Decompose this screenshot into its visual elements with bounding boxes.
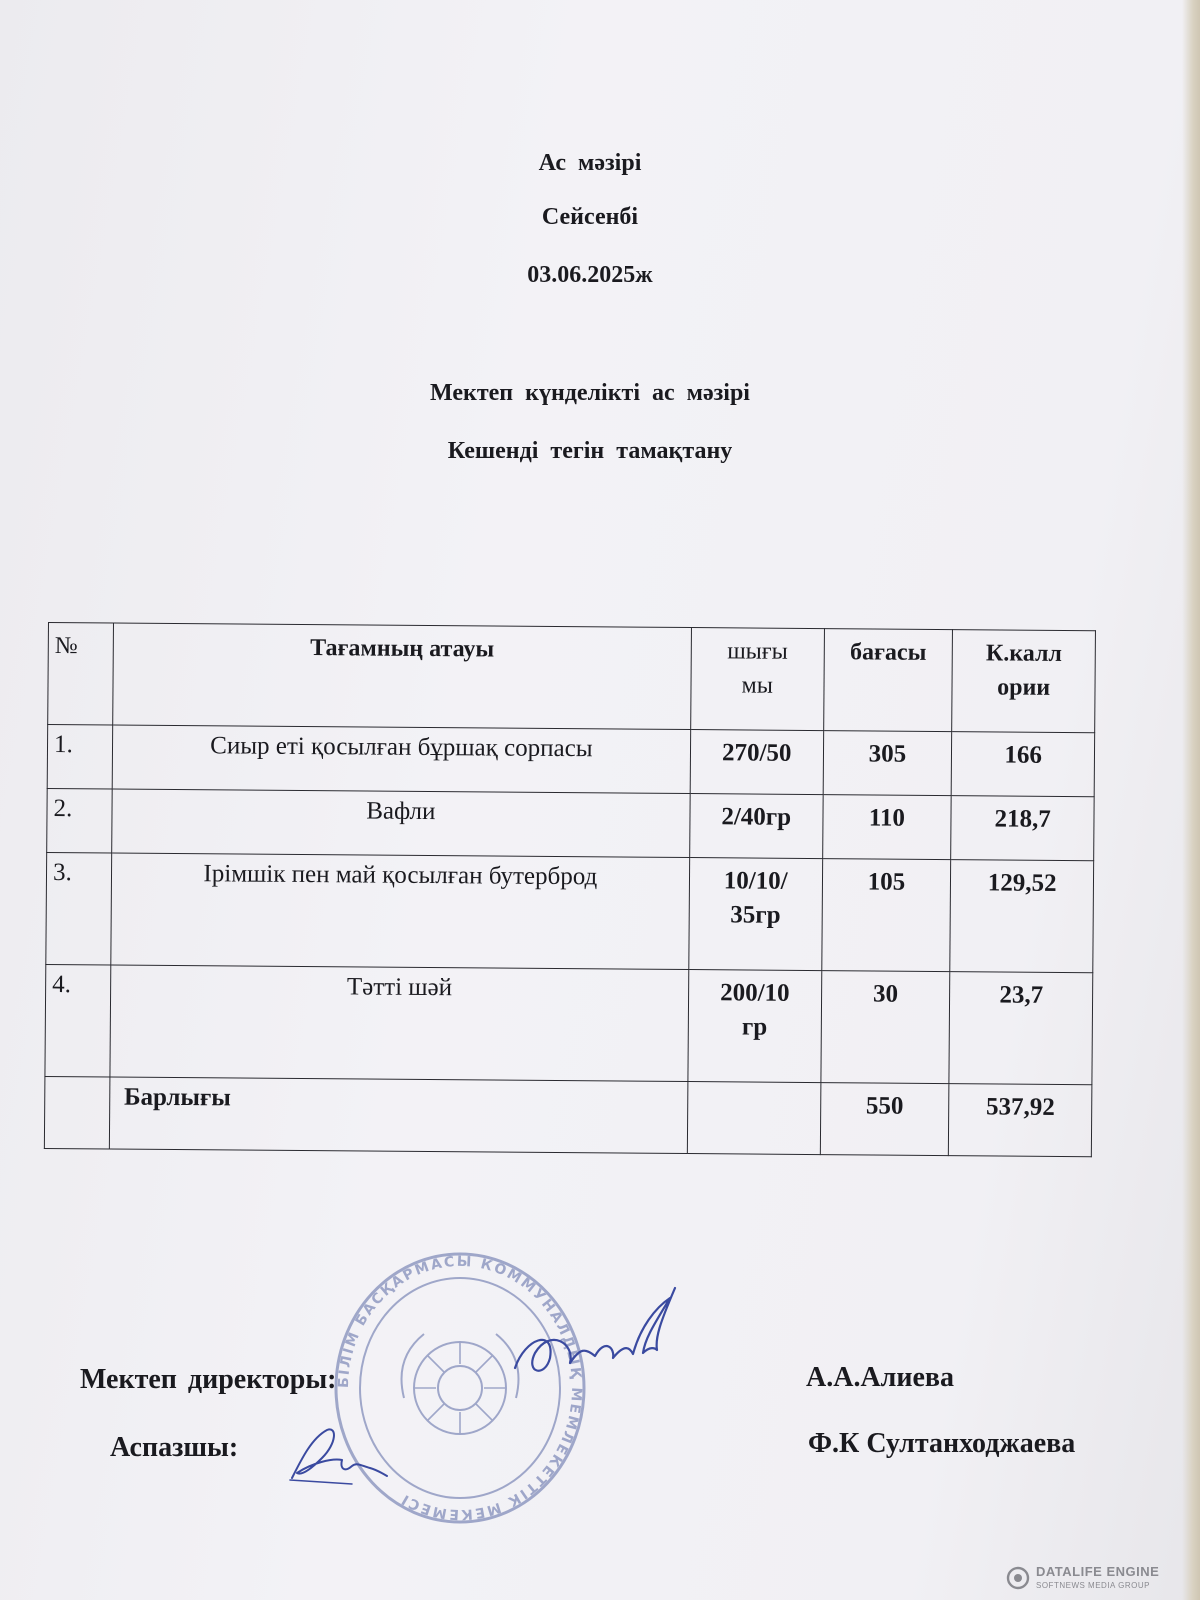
row-name: Сиыр еті қосылған бұршақ сорпасы [112,725,691,794]
header-output-line1: шығы [727,638,788,665]
header-output [691,628,824,731]
row-no: 2. [47,788,112,853]
row-kcal: 129,52 [950,860,1094,973]
row-output-line2: 35гр [730,901,781,929]
row-name: Тәтті шәй [110,965,689,1082]
table-total-row [44,1076,1092,1156]
row-no: 3. [46,852,112,965]
total-kcal: 537,92 [949,1084,1092,1157]
row-price: 30 [820,971,950,1084]
row-output-line1: 270/50 [721,739,792,767]
cook-name: Ф.К Султанходжаева [808,1428,1076,1459]
row-output-line1: 2/40гр [721,803,792,831]
row-price: 305 [823,731,952,796]
table-row [46,852,1094,972]
watermark-subtitle: SOFTNEWS MEDIA GROUP [1036,1581,1151,1590]
datalife-watermark [1006,1562,1186,1596]
table-row [45,964,1093,1084]
row-kcal: 166 [951,732,1094,797]
row-name: Ірімшік пен май қосылған бутерброд [111,853,690,970]
cook-signature-icon [282,1418,392,1490]
row-output [689,858,823,971]
director-name: А.А.Алиева [806,1362,955,1393]
header-kcal-line1: К.калл [985,640,1063,667]
doc-weekday: Сейсенбі [541,204,639,230]
table-row [47,725,1094,797]
total-label: Барлығы [109,1077,688,1154]
row-name: Вафли [112,789,691,858]
header-name: Тағамның атауы [113,623,692,730]
total-no-cell [44,1076,109,1149]
row-output [688,970,822,1083]
datalife-logo-icon [1006,1566,1030,1590]
row-kcal: 23,7 [949,972,1093,1085]
header-kcal [952,630,1095,733]
doc-date: 03.06.2025ж [527,262,653,288]
row-output-line2: гр [741,1013,768,1041]
table-row [47,788,1094,860]
row-price: 110 [822,795,951,860]
header-price: бағасы [823,629,953,732]
table-header-row [48,623,1096,733]
watermark-title: DATALIFE ENGINE [1036,1564,1160,1579]
doc-subtitle-2: Кешенді тегін тамақтану [447,438,733,464]
row-output-line1: 10/10/ [723,867,788,895]
paper-edge-shadow [1182,0,1200,1600]
header-output-line2: мы [741,672,774,699]
cook-label: Аспазшы: [110,1432,239,1463]
row-no: 4. [45,964,111,1077]
doc-subtitle: Мектеп күнделікті ас мәзірі [430,380,750,406]
row-output-line1: 200/10 [720,979,790,1007]
doc-title: Ас мәзірі [538,150,642,176]
row-output [690,730,823,795]
total-price: 550 [820,1083,949,1156]
director-label: Мектеп директоры: [80,1364,337,1395]
total-output-cell [687,1082,820,1155]
row-kcal: 218,7 [951,796,1094,861]
header-kcal-line2: ории [997,674,1051,701]
menu-table [44,622,1096,1157]
stamp-text: БІЛІМ БАСҚАРМАСЫ КОММУНАЛДЫҚ МЕМЛЕКЕТТІК МЕКЕМЕСІ [335,1253,585,1523]
row-no: 1. [47,725,112,790]
row-price: 105 [821,859,951,972]
director-signature-icon [505,1268,695,1398]
row-output [690,794,823,859]
header-no: № [48,623,114,726]
